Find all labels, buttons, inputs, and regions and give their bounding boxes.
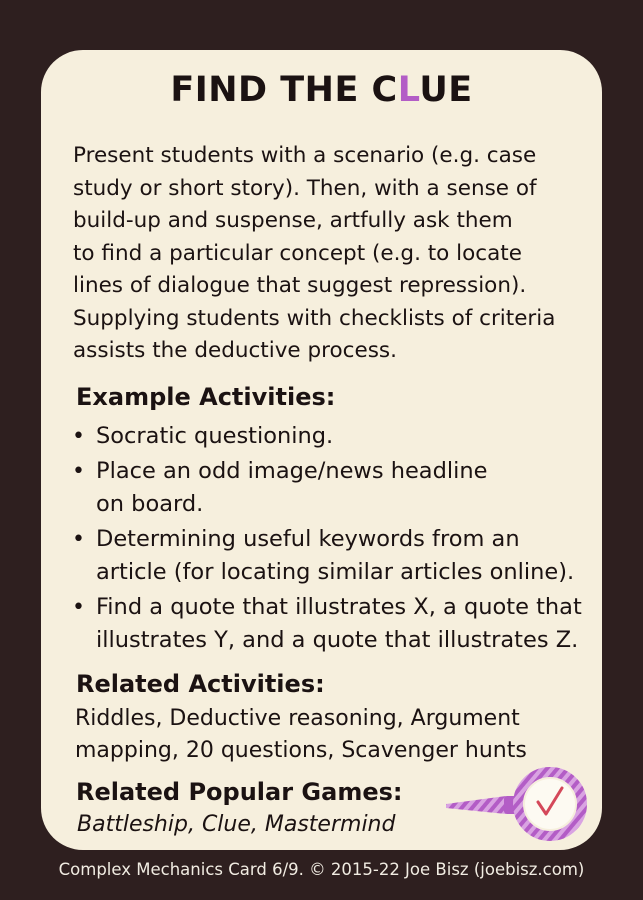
list-item-text: Socratic questioning. [96,423,334,449]
bullet-icon: • [72,459,85,484]
card-title-accent-letter: L [397,70,420,110]
bullet-icon: • [72,595,85,620]
games-heading: Related Popular Games: [76,778,403,806]
bullet-icon: • [72,527,85,552]
related-games: Battleship, Clue, Mastermind [77,812,396,837]
card-title [0,70,643,110]
list-item-text: Determining useful keywords from an article (for locating similar articles online). [96,526,575,585]
footer-copyright: Complex Mechanics Card 6/9. © 2015-22 Joe Bisz (joebisz.com) [58,860,585,879]
list-item [70,455,615,521]
card-title-part-2: UE [419,70,473,110]
examples-list [70,420,615,659]
magnifying-glass-checkmark-icon [442,766,590,844]
list-item [70,523,615,589]
list-item-text: Place an odd image/news headline on board. [96,458,488,517]
list-item [70,591,615,657]
card-title-part-1: FIND THE C [170,70,398,110]
related-heading: Related Activities: [76,670,325,698]
card-description: Present students with a scenario (e.g. case study or short story). Then, with a sense of build-up and suspense, artfully ask them to find a particular concept (e.g. to locate lines of dialogue that suggest repression). Supplying students with checklists of criteria assists the deductive process. [73,143,556,363]
examples-heading: Example Activities: [76,383,336,411]
list-item-text: Find a quote that illustrates X, a quote that illustrates Y, and a quote that illustrates Z. [96,594,582,653]
bullet-icon: • [72,424,85,449]
list-item [70,420,615,453]
related-activities: Riddles, Deductive reasoning, Argument mapping, 20 questions, Scavenger hunts [75,706,527,763]
